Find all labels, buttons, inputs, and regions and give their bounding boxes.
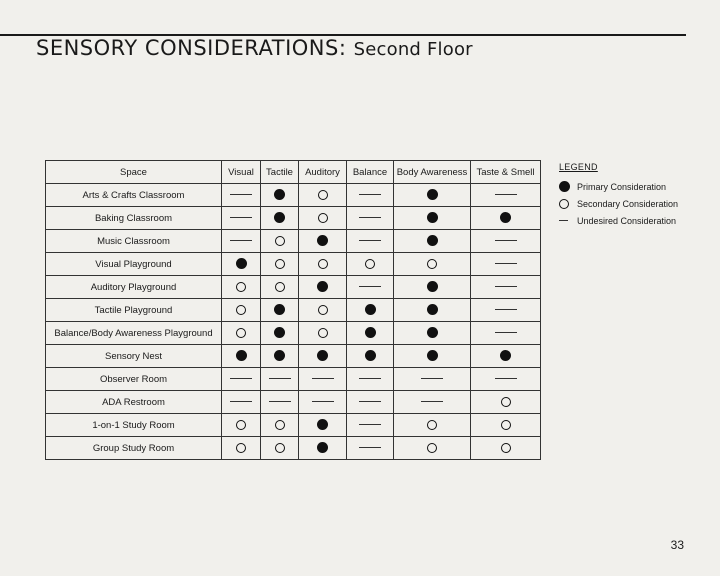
header-space: Space [46, 161, 222, 184]
cell-visual [222, 368, 261, 391]
cell-taste-smell [471, 391, 541, 414]
table-row [46, 299, 541, 322]
cell-auditory [299, 299, 347, 322]
legend-item-primary [559, 178, 678, 195]
primary-dot-icon [559, 181, 570, 192]
cell-taste-smell [471, 299, 541, 322]
undesired-dash-icon [359, 424, 381, 425]
header-balance: Balance [347, 161, 394, 184]
cell-tactile [261, 299, 299, 322]
table-row [46, 322, 541, 345]
cell-balance [347, 276, 394, 299]
secondary-circle-icon [427, 259, 437, 269]
secondary-circle-icon [318, 190, 328, 200]
undesired-dash-icon [230, 217, 252, 218]
cell-tactile [261, 276, 299, 299]
primary-dot-icon [317, 281, 328, 292]
cell-taste-smell [471, 368, 541, 391]
secondary-circle-icon [275, 236, 285, 246]
cell-balance [347, 368, 394, 391]
table-row [46, 230, 541, 253]
primary-dot-icon [274, 304, 285, 315]
undesired-dash-icon [269, 378, 291, 379]
primary-dot-icon [236, 258, 247, 269]
secondary-circle-icon [236, 420, 246, 430]
secondary-circle-icon [236, 328, 246, 338]
undesired-dash-icon [312, 378, 334, 379]
secondary-circle-icon [318, 259, 328, 269]
cell-auditory [299, 322, 347, 345]
cell-tactile [261, 391, 299, 414]
table-row [46, 368, 541, 391]
cell-body-awareness [394, 345, 471, 368]
primary-dot-icon [427, 304, 438, 315]
undesired-dash-icon [359, 240, 381, 241]
table-row [46, 207, 541, 230]
cell-visual [222, 276, 261, 299]
space-name: Auditory Playground [46, 276, 222, 299]
cell-auditory [299, 230, 347, 253]
cell-taste-smell [471, 230, 541, 253]
cell-auditory [299, 437, 347, 460]
cell-balance [347, 322, 394, 345]
cell-balance [347, 184, 394, 207]
cell-auditory [299, 253, 347, 276]
secondary-circle-icon [275, 420, 285, 430]
primary-dot-icon [274, 327, 285, 338]
secondary-circle-icon [365, 259, 375, 269]
cell-visual [222, 414, 261, 437]
undesired-dash-icon [559, 220, 568, 221]
cell-auditory [299, 368, 347, 391]
primary-dot-icon [427, 350, 438, 361]
cell-balance [347, 207, 394, 230]
header-row [46, 161, 541, 184]
undesired-dash-icon [495, 378, 517, 379]
undesired-dash-icon [230, 194, 252, 195]
cell-tactile [261, 207, 299, 230]
cell-visual [222, 299, 261, 322]
cell-visual [222, 184, 261, 207]
cell-visual [222, 230, 261, 253]
cell-body-awareness [394, 322, 471, 345]
table-row [46, 437, 541, 460]
secondary-circle-icon [559, 199, 569, 209]
cell-taste-smell [471, 207, 541, 230]
header-auditory: Auditory [299, 161, 347, 184]
cell-balance [347, 230, 394, 253]
cell-taste-smell [471, 276, 541, 299]
cell-tactile [261, 253, 299, 276]
primary-dot-icon [500, 350, 511, 361]
sensory-table [45, 160, 541, 460]
secondary-circle-icon [318, 305, 328, 315]
secondary-circle-icon [275, 282, 285, 292]
space-name: ADA Restroom [46, 391, 222, 414]
undesired-dash-icon [359, 378, 381, 379]
header-body-awareness: Body Awareness [394, 161, 471, 184]
cell-taste-smell [471, 414, 541, 437]
primary-dot-icon [274, 189, 285, 200]
primary-dot-icon [427, 327, 438, 338]
cell-body-awareness [394, 368, 471, 391]
primary-dot-icon [427, 235, 438, 246]
legend-item-undesired [559, 212, 678, 229]
undesired-dash-icon [359, 401, 381, 402]
legend-item-secondary [559, 195, 678, 212]
table-row [46, 391, 541, 414]
cell-auditory [299, 207, 347, 230]
primary-dot-icon [427, 281, 438, 292]
cell-body-awareness [394, 184, 471, 207]
undesired-dash-icon [230, 401, 252, 402]
cell-tactile [261, 345, 299, 368]
cell-visual [222, 391, 261, 414]
cell-balance [347, 345, 394, 368]
legend-title: LEGEND [559, 162, 598, 172]
cell-taste-smell [471, 437, 541, 460]
primary-dot-icon [365, 327, 376, 338]
cell-tactile [261, 184, 299, 207]
cell-body-awareness [394, 391, 471, 414]
undesired-dash-icon [495, 240, 517, 241]
cell-balance [347, 391, 394, 414]
legend-label-undesired: Undesired Consideration [577, 215, 677, 226]
secondary-circle-icon [501, 443, 511, 453]
cell-auditory [299, 345, 347, 368]
undesired-dash-icon [495, 332, 517, 333]
cell-visual [222, 345, 261, 368]
title-sub: Second Floor [353, 39, 473, 60]
legend-label-primary: Primary Consideration [577, 181, 667, 192]
space-name: Group Study Room [46, 437, 222, 460]
page-number: 33 [670, 538, 684, 552]
secondary-circle-icon [275, 259, 285, 269]
cell-auditory [299, 276, 347, 299]
cell-taste-smell [471, 322, 541, 345]
cell-tactile [261, 437, 299, 460]
cell-visual [222, 437, 261, 460]
cell-balance [347, 299, 394, 322]
undesired-dash-icon [495, 286, 517, 287]
table-body [46, 184, 541, 460]
cell-tactile [261, 368, 299, 391]
cell-body-awareness [394, 414, 471, 437]
cell-visual [222, 322, 261, 345]
undesired-dash-icon [230, 240, 252, 241]
cell-balance [347, 414, 394, 437]
secondary-circle-icon [236, 443, 246, 453]
header-tactile: Tactile [261, 161, 299, 184]
header-taste-smell: Taste & Smell [471, 161, 541, 184]
secondary-circle-icon [427, 443, 437, 453]
space-name: Sensory Nest [46, 345, 222, 368]
cell-visual [222, 253, 261, 276]
secondary-circle-icon [236, 305, 246, 315]
page-title [36, 36, 473, 60]
space-name: Music Classroom [46, 230, 222, 253]
undesired-dash-icon [269, 401, 291, 402]
title-main: SENSORY CONSIDERATIONS: [36, 36, 347, 60]
secondary-circle-icon [318, 213, 328, 223]
primary-dot-icon [236, 350, 247, 361]
cell-balance [347, 253, 394, 276]
space-name: Arts & Crafts Classroom [46, 184, 222, 207]
cell-taste-smell [471, 253, 541, 276]
undesired-dash-icon [495, 194, 517, 195]
secondary-circle-icon [318, 328, 328, 338]
space-name: Tactile Playground [46, 299, 222, 322]
primary-dot-icon [427, 189, 438, 200]
cell-body-awareness [394, 299, 471, 322]
cell-balance [347, 437, 394, 460]
space-name: Observer Room [46, 368, 222, 391]
space-name: 1-on-1 Study Room [46, 414, 222, 437]
cell-auditory [299, 184, 347, 207]
legend [559, 162, 678, 229]
secondary-circle-icon [501, 397, 511, 407]
table-row [46, 345, 541, 368]
cell-body-awareness [394, 276, 471, 299]
undesired-dash-icon [421, 401, 443, 402]
primary-dot-icon [317, 235, 328, 246]
cell-tactile [261, 322, 299, 345]
undesired-dash-icon [312, 401, 334, 402]
cell-body-awareness [394, 230, 471, 253]
cell-body-awareness [394, 207, 471, 230]
table-row [46, 184, 541, 207]
primary-dot-icon [365, 304, 376, 315]
header-visual: Visual [222, 161, 261, 184]
undesired-dash-icon [495, 309, 517, 310]
cell-auditory [299, 391, 347, 414]
space-name: Baking Classroom [46, 207, 222, 230]
legend-label-secondary: Secondary Consideration [577, 198, 679, 209]
undesired-dash-icon [421, 378, 443, 379]
primary-dot-icon [317, 442, 328, 453]
secondary-circle-icon [236, 282, 246, 292]
cell-taste-smell [471, 345, 541, 368]
primary-dot-icon [365, 350, 376, 361]
table-row [46, 414, 541, 437]
cell-taste-smell [471, 184, 541, 207]
secondary-circle-icon [275, 443, 285, 453]
primary-dot-icon [317, 419, 328, 430]
table-row [46, 253, 541, 276]
cell-body-awareness [394, 437, 471, 460]
undesired-dash-icon [230, 378, 252, 379]
cell-tactile [261, 414, 299, 437]
cell-auditory [299, 414, 347, 437]
cell-body-awareness [394, 253, 471, 276]
undesired-dash-icon [359, 217, 381, 218]
secondary-circle-icon [501, 420, 511, 430]
table-row [46, 276, 541, 299]
primary-dot-icon [274, 350, 285, 361]
primary-dot-icon [317, 350, 328, 361]
space-name: Visual Playground [46, 253, 222, 276]
undesired-dash-icon [495, 263, 517, 264]
primary-dot-icon [274, 212, 285, 223]
space-name: Balance/Body Awareness Playground [46, 322, 222, 345]
cell-tactile [261, 230, 299, 253]
cell-visual [222, 207, 261, 230]
undesired-dash-icon [359, 447, 381, 448]
undesired-dash-icon [359, 194, 381, 195]
undesired-dash-icon [359, 286, 381, 287]
primary-dot-icon [427, 212, 438, 223]
primary-dot-icon [500, 212, 511, 223]
secondary-circle-icon [427, 420, 437, 430]
